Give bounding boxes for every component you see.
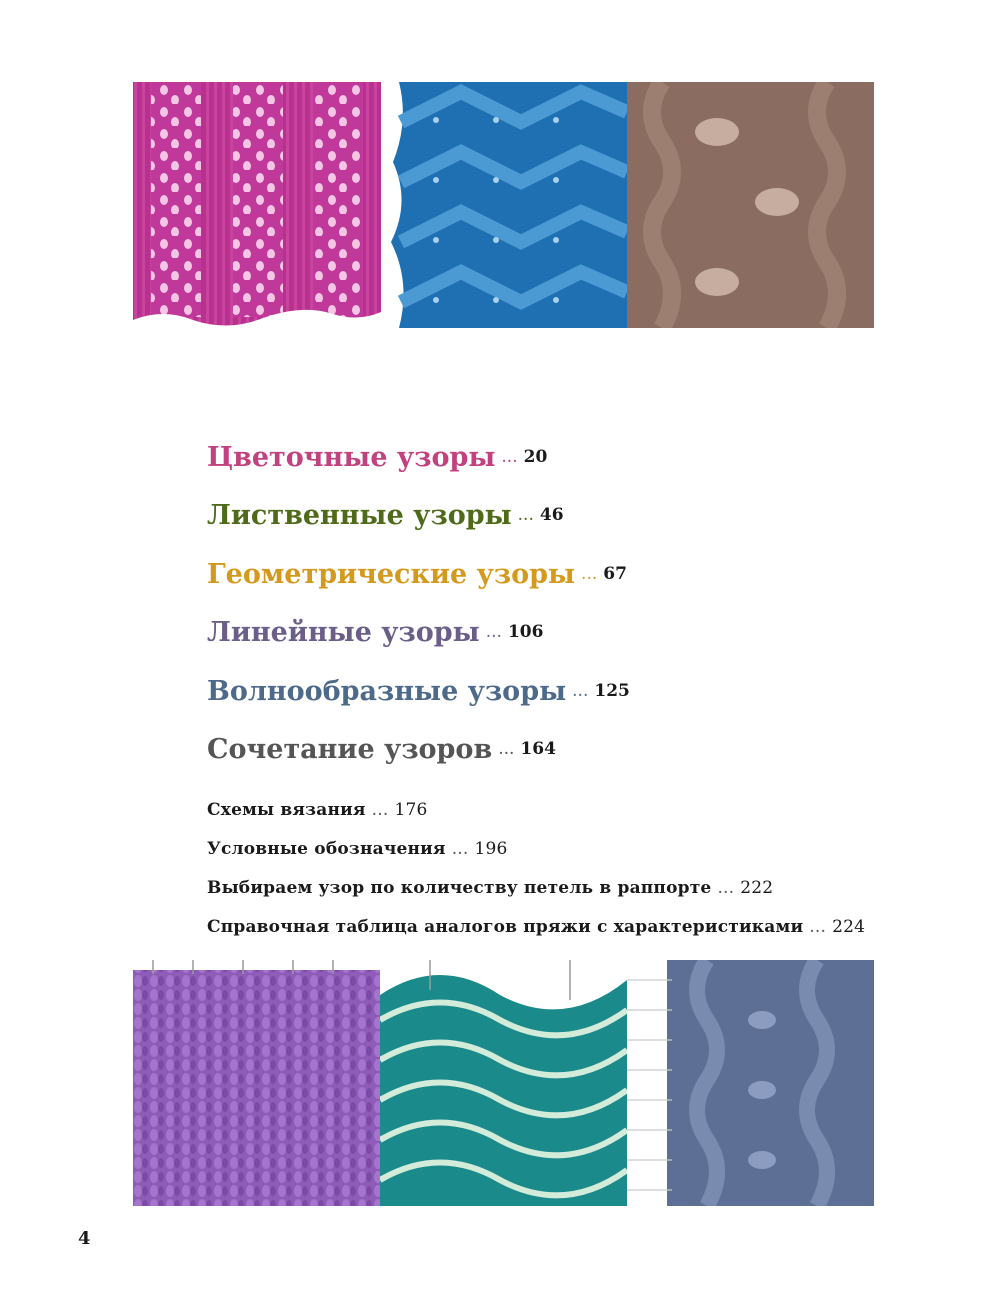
toc-page-number: 106 — [507, 622, 544, 643]
toc-entry-combination[interactable] — [207, 721, 887, 780]
gray-cable-swatch — [627, 960, 874, 1206]
toc-entry-title: Цветочные узоры — [207, 441, 496, 473]
top-photo-strip — [133, 82, 874, 328]
toc-entry-title: Линейные узоры — [207, 617, 480, 649]
toc-page-number: 164 — [520, 739, 556, 760]
pink-lace-swatch — [133, 82, 381, 328]
toc-entry-floral[interactable] — [207, 428, 887, 487]
toc-entry-title: Схемы вязания — [207, 799, 366, 820]
bottom-photo-strip — [133, 960, 874, 1206]
toc-entry-title: Волнообразные узоры — [207, 675, 567, 707]
toc-page-number: 222 — [740, 877, 774, 898]
toc-entry-title: Лиственные узоры — [207, 500, 512, 532]
teal-wave-swatch — [380, 960, 627, 1206]
toc-dots: ... — [501, 446, 518, 467]
secondary-contents — [207, 790, 887, 946]
toc-page-number: 20 — [523, 446, 548, 467]
toc-entry-symbols[interactable] — [207, 829, 887, 868]
toc-entry-geometric[interactable] — [207, 545, 887, 604]
toc-entry-title: Выбираем узор по количеству петель в раппорте — [207, 877, 712, 898]
table-of-contents — [207, 428, 887, 779]
toc-entry-yarn-table[interactable] — [207, 907, 887, 946]
toc-page-number: 46 — [539, 505, 564, 526]
toc-entry-wave[interactable] — [207, 662, 887, 721]
toc-entry-title: Сочетание узоров — [207, 734, 493, 766]
toc-dots: ... — [717, 877, 735, 898]
toc-page-number: 196 — [474, 838, 508, 859]
toc-dots: ... — [517, 505, 534, 526]
toc-dots: ... — [809, 916, 827, 937]
toc-page-number: 125 — [594, 680, 630, 701]
toc-entry-linear[interactable] — [207, 604, 887, 663]
page-number: 4 — [78, 1228, 91, 1249]
toc-page-number: 67 — [603, 563, 627, 584]
toc-page-number: 224 — [832, 916, 866, 937]
blue-zigzag-swatch — [381, 82, 627, 328]
toc-page-number: 176 — [394, 799, 428, 820]
toc-entry-stitch-count[interactable] — [207, 868, 887, 907]
toc-entry-leaf[interactable] — [207, 487, 887, 546]
toc-entry-title: Справочная таблица аналогов пряжи с характеристиками — [207, 916, 804, 937]
toc-dots: ... — [572, 680, 589, 701]
toc-entry-title: Геометрические узоры — [207, 558, 576, 590]
toc-dots: ... — [581, 563, 598, 584]
toc-entry-schemes[interactable] — [207, 790, 887, 829]
toc-dots: ... — [451, 838, 469, 859]
toc-dots: ... — [485, 622, 502, 643]
toc-dots: ... — [371, 799, 389, 820]
toc-dots: ... — [498, 739, 515, 760]
brown-cable-swatch — [627, 82, 874, 328]
purple-rib-swatch — [133, 960, 380, 1206]
toc-entry-title: Условные обозначения — [207, 838, 446, 859]
